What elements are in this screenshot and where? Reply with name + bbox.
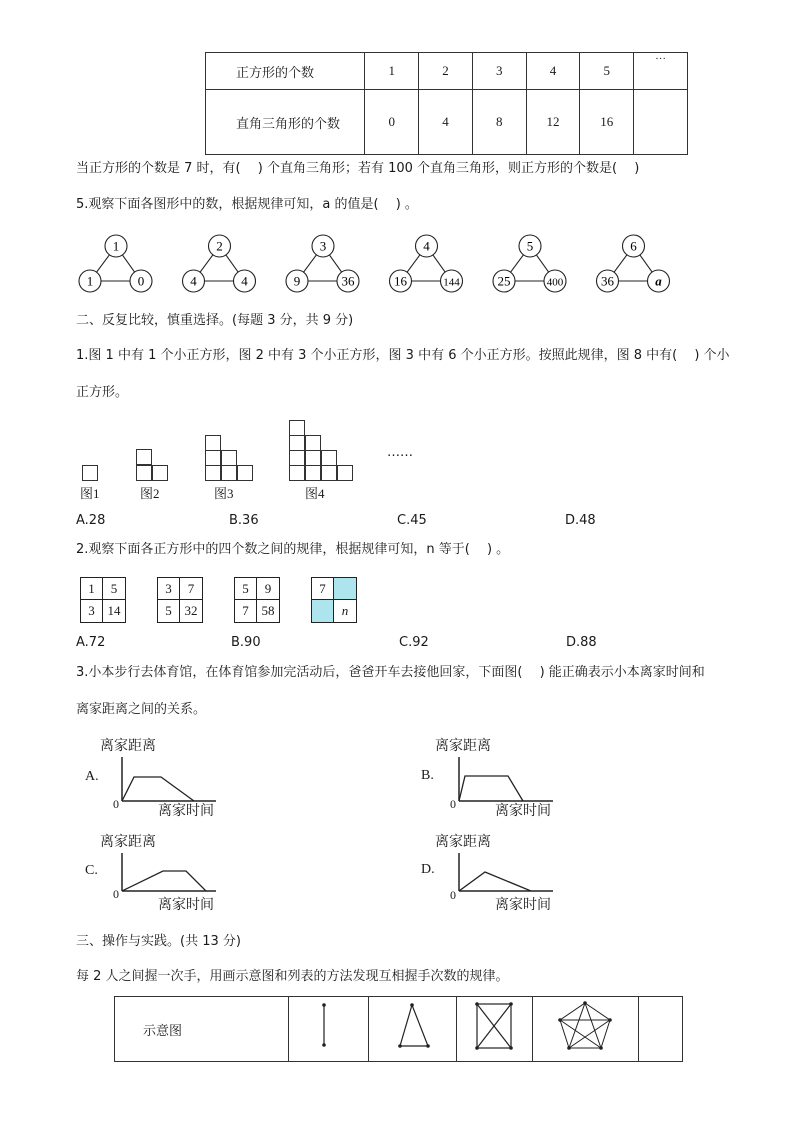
square-cell: 14: [107, 603, 121, 618]
table-row-label: 示意图: [115, 997, 289, 1062]
origin-label: 0: [450, 888, 456, 902]
triangle-node-value: 9: [293, 273, 301, 289]
option-c[interactable]: C.45: [397, 513, 427, 528]
question-text: 当正方形的个数是 7 时，有( ) 个直角三角形；若有 100 个直角三角形，则正方形的个数是( ): [76, 161, 640, 176]
triangle-node-value: 400: [546, 276, 564, 289]
small-square: [305, 435, 321, 451]
number-triangle: [286, 235, 359, 292]
question-1-line2: 正方形。: [76, 385, 129, 400]
diagram-cell-empty: [639, 997, 683, 1062]
triangle-node-value: 144: [443, 276, 460, 289]
option-a[interactable]: A.28: [76, 513, 106, 528]
square-cell-blank: [334, 578, 356, 600]
x-axis-label: 离家时间: [495, 898, 551, 913]
small-square: [136, 449, 152, 465]
table-cell: 16: [580, 90, 634, 155]
table-row-label: 直角三角形的个数: [206, 90, 365, 155]
square-cell: 7: [312, 578, 334, 600]
triangle-node-value: 3: [319, 238, 327, 254]
small-square: [337, 465, 353, 481]
small-square: [221, 465, 237, 481]
small-square: [221, 450, 237, 466]
ellipsis: ……: [387, 445, 413, 460]
triangle-node-value: 36: [341, 273, 355, 289]
question-5-text: 5.观察下面各图形中的数，根据规律可知，a 的值是( ) 。: [76, 197, 418, 212]
section-3-heading: 三、操作与实践。(共 13 分): [76, 934, 241, 949]
square-cell: 7: [180, 578, 202, 600]
table-cell: 3: [472, 53, 526, 90]
x-axis-label: 离家时间: [495, 804, 551, 819]
y-axis-label: 离家距离: [435, 835, 491, 850]
number-triangle: [183, 235, 256, 292]
option-c[interactable]: C.92: [399, 635, 429, 650]
square-cell: 1: [81, 578, 103, 600]
small-square: [289, 450, 305, 466]
number-triangle: [493, 235, 566, 292]
square-cell: 58: [261, 603, 275, 618]
small-square: [152, 465, 168, 481]
x-axis-label: 离家时间: [158, 898, 214, 913]
table-cell: 0: [365, 90, 419, 155]
x-axis-label: 离家时间: [158, 804, 214, 819]
triangle-node-value: 1: [112, 238, 120, 254]
origin-label: 0: [450, 797, 456, 811]
table-cell: 12: [526, 90, 580, 155]
number-square: [157, 577, 203, 623]
triangle-node-value: 25: [497, 273, 511, 289]
number-triangle: [79, 235, 152, 292]
graph-lines: [413, 735, 613, 820]
table-cell: ···: [634, 53, 688, 90]
handshake-table: [114, 996, 683, 1062]
triangle-edge: [536, 255, 548, 272]
question-3-line2: 离家距离之间的关系。: [76, 702, 207, 717]
small-square: [205, 465, 221, 481]
graph-option-a[interactable]: [76, 735, 276, 820]
square-cell: 3: [158, 578, 180, 600]
square-cell: 5: [235, 578, 257, 600]
square-cell: 5: [158, 600, 180, 622]
triangle-edge: [122, 255, 134, 272]
small-square: [136, 465, 152, 481]
triangle-node-value: 1: [86, 273, 94, 289]
option-letter: D.: [421, 862, 435, 877]
y-axis-label: 离家距离: [100, 835, 156, 850]
figure-label: 图1: [80, 486, 100, 501]
small-square: [289, 435, 305, 451]
option-b[interactable]: B.90: [231, 635, 261, 650]
triangle-edge: [97, 255, 110, 272]
triangle-node-value: 5: [526, 238, 534, 254]
table-cell: 5: [580, 53, 634, 90]
triangle-edge: [200, 255, 213, 272]
table-cell: [634, 90, 688, 155]
diagram-cell-2: [289, 997, 369, 1062]
option-b[interactable]: B.36: [229, 513, 259, 528]
figure-label: 图4: [305, 486, 325, 501]
section-2-heading: 二、反复比较，慎重选择。(每题 3 分，共 9 分): [76, 313, 354, 328]
pattern-table: [205, 52, 688, 155]
triangle-node-value: 6: [630, 238, 637, 254]
graph-lines: [76, 735, 276, 820]
five-people-diagram: [533, 997, 638, 1057]
triangle-node-value: a: [655, 273, 662, 289]
number-square: [80, 577, 126, 623]
small-square: [305, 465, 321, 481]
small-square: [237, 465, 253, 481]
small-square: [289, 420, 305, 436]
question-1-line1: 1.图 1 中有 1 个小正方形，图 2 中有 3 个小正方形，图 3 中有 6 个小正方形。按照此规律，图 8 中有( ) 个小: [76, 348, 730, 363]
graph-option-c[interactable]: [76, 829, 276, 914]
square-cell: 5: [103, 578, 125, 600]
triangle-edge: [433, 255, 445, 272]
small-square: [289, 465, 305, 481]
triangle-edge: [407, 255, 420, 272]
graph-lines: [76, 829, 276, 914]
origin-label: 0: [113, 797, 119, 811]
diagram-cell-4: [457, 997, 533, 1062]
origin-label: 0: [113, 887, 119, 901]
triangle-edge: [511, 255, 524, 272]
triangle-node-value: 4: [190, 273, 197, 289]
triangle-edge: [614, 255, 627, 272]
option-d[interactable]: D.48: [565, 513, 596, 528]
table-cell: 1: [365, 53, 419, 90]
y-axis-label: 离家距离: [435, 739, 491, 754]
small-square: [321, 450, 337, 466]
option-letter: C.: [85, 863, 98, 878]
triangle-node-value: 4: [241, 273, 248, 289]
triangle-node-value: 36: [601, 273, 614, 289]
triangle-edge: [304, 255, 317, 272]
option-d[interactable]: D.88: [566, 635, 597, 650]
triangle-node-value: 4: [423, 238, 430, 254]
triangle-node-value: 2: [216, 238, 223, 254]
figure-label: 图3: [214, 486, 234, 501]
table-row-label: 正方形的个数: [206, 53, 365, 90]
number-square: [234, 577, 280, 623]
graph-lines: [413, 829, 613, 914]
square-cell-blank: [312, 600, 334, 622]
triangle-edge: [329, 255, 341, 272]
two-people-diagram: [289, 997, 368, 1057]
four-people-diagram: [457, 997, 532, 1057]
square-cell: 3: [81, 600, 103, 622]
square-cell: 32: [184, 603, 198, 618]
three-people-diagram: [369, 997, 456, 1057]
section-3-intro: 每 2 人之间握一次手，用画示意图和列表的方法发现互相握手次数的规律。: [76, 969, 509, 984]
triangle-node-value: 16: [394, 273, 407, 289]
table-cell: 2: [419, 53, 473, 90]
question-3-line1: 3.小本步行去体育馆，在体育馆参加完活动后，爸爸开车去接他回家，下面图( ) 能正确表示小本离家时间和: [76, 665, 705, 680]
triangle-edge: [226, 255, 238, 272]
diagram-cell-3: [369, 997, 457, 1062]
small-square: [305, 450, 321, 466]
small-square: [321, 465, 337, 481]
number-triangle: [390, 235, 463, 292]
number-triangles-figure: [70, 228, 690, 298]
y-axis-label: 离家距离: [100, 739, 156, 754]
graph-option-d[interactable]: [413, 829, 613, 914]
option-letter: A.: [85, 769, 99, 784]
figure-label: 图2: [140, 486, 160, 501]
small-square: [205, 450, 221, 466]
small-square: [205, 435, 221, 451]
graph-option-b[interactable]: [413, 735, 613, 820]
option-letter: B.: [421, 768, 434, 783]
number-square-unknown: [311, 577, 357, 623]
square-cell: 7: [235, 600, 257, 622]
table-cell: 8: [472, 90, 526, 155]
question-2-text: 2.观察下面各正方形中的四个数之间的规律，根据规律可知，n 等于( ) 。: [76, 542, 510, 557]
triangle-edge: [640, 255, 652, 272]
square-cell: 9: [257, 578, 279, 600]
table-cell: 4: [526, 53, 580, 90]
triangle-node-value: 0: [137, 273, 145, 289]
number-triangle: [597, 235, 670, 292]
square-cell-n: n: [341, 603, 349, 618]
diagram-cell-5: [533, 997, 639, 1062]
option-a[interactable]: A.72: [76, 635, 106, 650]
table-cell: 4: [419, 90, 473, 155]
small-square: [82, 465, 98, 481]
